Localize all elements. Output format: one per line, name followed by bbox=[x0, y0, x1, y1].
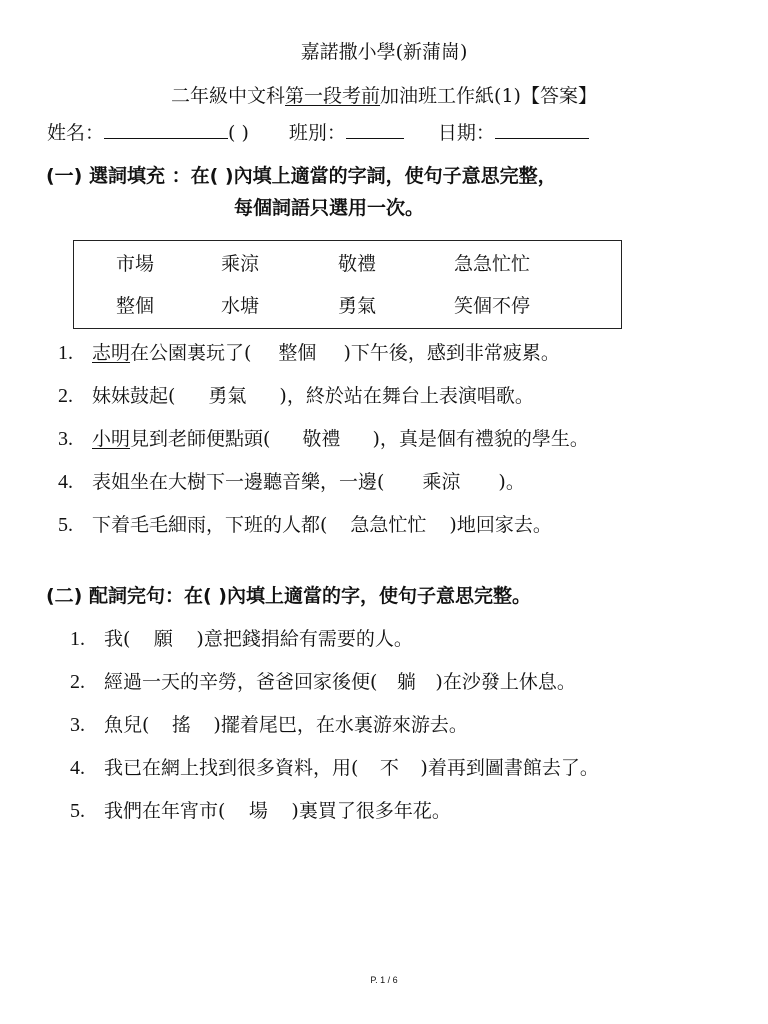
question-1-3 bbox=[58, 427, 589, 451]
section1-heading: (一) 選詞填充 ：在( )內填上適當的字詞，使句子意思完整， bbox=[46, 165, 557, 187]
school-name: 嘉諾撒小學(新蒲崗) bbox=[300, 41, 468, 63]
question-number: 5. bbox=[70, 800, 85, 822]
sentence-pre: 在公園裏玩了( bbox=[130, 342, 252, 364]
question-1-4 bbox=[58, 470, 525, 494]
question-2-3 bbox=[70, 713, 468, 737]
answer[interactable]: 搖 bbox=[171, 714, 191, 736]
sentence-post: )擺着尾巴，在水裏游來游去。 bbox=[213, 714, 468, 736]
question-number: 4. bbox=[58, 471, 73, 493]
word-bank-item: 敬禮 bbox=[338, 253, 377, 275]
date-blank[interactable] bbox=[495, 118, 589, 139]
sentence-pre: 見到老師便點頭( bbox=[130, 428, 271, 450]
answer[interactable]: 躺 bbox=[396, 671, 416, 693]
question-number: 2. bbox=[70, 671, 85, 693]
sentence-pre: 我( bbox=[104, 628, 131, 650]
question-1-1 bbox=[58, 341, 560, 365]
proper-noun: 小明 bbox=[92, 428, 131, 450]
sentence-pre: 妹妹鼓起( bbox=[92, 385, 176, 407]
section2-heading: (二) 配詞完句：在( )內填上適當的字，使句子意思完整。 bbox=[46, 585, 531, 607]
question-number: 3. bbox=[70, 714, 85, 736]
word-bank-item: 急急忙忙 bbox=[454, 253, 531, 275]
proper-noun: 志明 bbox=[92, 342, 131, 364]
sentence-pre: 我們在年宵市( bbox=[104, 800, 226, 822]
title-underlined: 第一段考前 bbox=[285, 85, 381, 107]
sentence-pre: 經過一天的辛勞，爸爸回家後便( bbox=[104, 671, 378, 693]
question-1-2 bbox=[58, 384, 534, 408]
section1-heading-cont: 每個詞語只選用一次。 bbox=[234, 197, 425, 219]
question-number: 4. bbox=[70, 757, 85, 779]
date-label: 日期： bbox=[437, 122, 495, 144]
word-bank-item: 勇氣 bbox=[338, 295, 377, 317]
sentence-post: )意把錢捐給有需要的人。 bbox=[196, 628, 413, 650]
word-bank-item: 水塘 bbox=[221, 295, 260, 317]
answer[interactable]: 場 bbox=[248, 800, 268, 822]
answer[interactable]: 願 bbox=[153, 628, 173, 650]
student-info-row bbox=[47, 118, 589, 145]
question-1-5 bbox=[58, 513, 552, 537]
worksheet-title bbox=[0, 84, 768, 108]
sentence-pre: 表姐坐在大樹下一邊聽音樂，一邊( bbox=[92, 471, 385, 493]
class-number-paren: ( ) bbox=[228, 122, 249, 144]
sentence-post: )，真是個有禮貌的學生。 bbox=[372, 428, 589, 450]
question-number: 2. bbox=[58, 385, 73, 407]
answer[interactable]: 勇氣 bbox=[208, 385, 247, 407]
title-pre: 二年級中文科 bbox=[171, 85, 286, 107]
word-bank-item: 整個 bbox=[116, 295, 155, 317]
word-bank-item: 市場 bbox=[116, 253, 155, 275]
sentence-post: )地回家去。 bbox=[449, 514, 552, 536]
answer[interactable]: 不 bbox=[379, 757, 399, 779]
answer[interactable]: 整個 bbox=[278, 342, 317, 364]
question-number: 5. bbox=[58, 514, 73, 536]
sentence-pre: 我已在網上找到很多資料，用( bbox=[104, 757, 359, 779]
question-number: 3. bbox=[58, 428, 73, 450]
sentence-post: )裏買了很多年花。 bbox=[291, 800, 451, 822]
sentence-pre: 下着毛毛細雨，下班的人都( bbox=[92, 514, 328, 536]
word-bank-item: 笑個不停 bbox=[454, 295, 531, 317]
class-blank[interactable] bbox=[346, 118, 404, 139]
name-blank[interactable] bbox=[104, 118, 228, 139]
question-2-1 bbox=[70, 627, 413, 651]
sentence-post: )着再到圖書館去了。 bbox=[420, 757, 599, 779]
sentence-post: )。 bbox=[498, 471, 525, 493]
class-label: 班別： bbox=[288, 122, 346, 144]
page-number: P. 1 / 6 bbox=[370, 975, 398, 985]
question-2-2 bbox=[70, 670, 576, 694]
title-post: 加油班工作紙(1)【答案】 bbox=[380, 85, 597, 107]
name-label: 姓名： bbox=[47, 122, 105, 144]
answer[interactable]: 急急忙忙 bbox=[350, 514, 427, 536]
question-number: 1. bbox=[70, 628, 85, 650]
answer[interactable]: 乘涼 bbox=[422, 471, 461, 493]
question-number: 1. bbox=[58, 342, 73, 364]
word-bank-item: 乘涼 bbox=[221, 253, 260, 275]
word-bank-box bbox=[73, 240, 622, 329]
question-2-4 bbox=[70, 756, 599, 780]
sentence-post: )，終於站在舞台上表演唱歌。 bbox=[279, 385, 534, 407]
sentence-post: )下午後，感到非常疲累。 bbox=[343, 342, 560, 364]
question-2-5 bbox=[70, 799, 451, 823]
sentence-pre: 魚兒( bbox=[104, 714, 150, 736]
answer[interactable]: 敬禮 bbox=[302, 428, 341, 450]
sentence-post: )在沙發上休息。 bbox=[435, 671, 576, 693]
